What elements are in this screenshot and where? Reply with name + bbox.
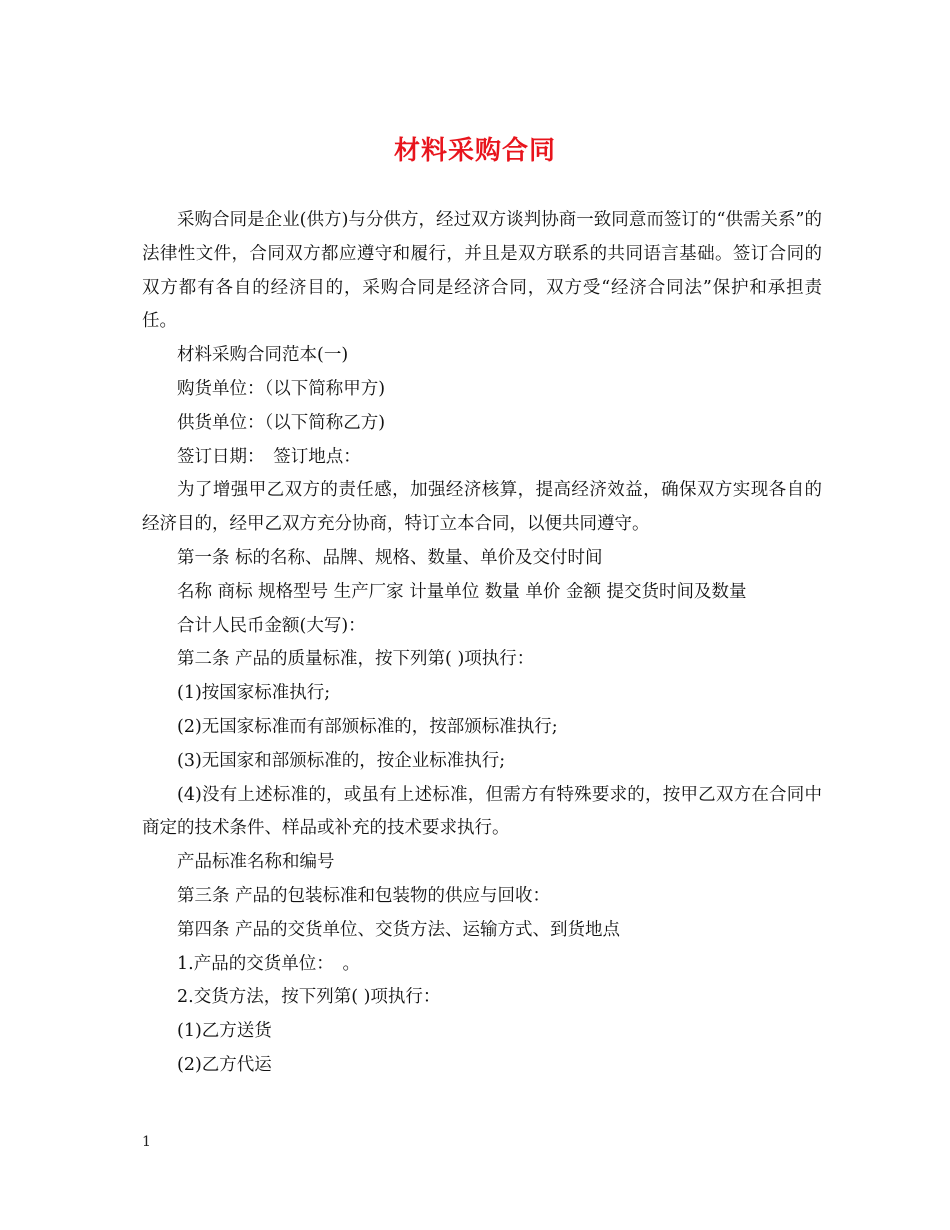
paragraph-table-columns: 名称 商标 规格型号 生产厂家 计量单位 数量 单价 金额 提交货时间及数量 <box>177 581 747 602</box>
paragraph-delivery-option-2: (2)乙方代运 <box>177 1054 272 1075</box>
document-title: 材料采购合同 <box>393 136 556 166</box>
paragraph-delivery-option-1: (1)乙方送货 <box>177 1021 272 1042</box>
paragraph-delivery-unit: 1.产品的交货单位： 。 <box>177 953 360 974</box>
page-number: 1 <box>142 1134 151 1150</box>
paragraph-delivery-method: 2.交货方法，按下列第( )项执行： <box>177 987 441 1008</box>
document-body <box>142 204 822 1083</box>
paragraph-article-2: 第二条 产品的质量标准，按下列第( )项执行： <box>177 649 535 670</box>
paragraph-standard-2: (2)无国家标准而有部颁标准的，按部颁标准执行; <box>177 716 558 737</box>
paragraph-intro: 采购合同是企业(供方)与分供方，经过双方谈判协商一致同意而签订的“供需关系”的法律性文件，合同双方都应遵守和履行，并且是双方联系的共同语言基础。签订合同的双方都有各自的经济目的，采购合同是经济合同，双方受“经济合同法”保护和承担责任。 <box>142 210 822 332</box>
paragraph-sign-date-place: 签订日期： 签订地点： <box>177 446 361 467</box>
paragraph-article-1: 第一条 标的名称、品牌、规格、数量、单价及交付时间 <box>177 547 603 568</box>
paragraph-standard-1: (1)按国家标准执行; <box>177 683 331 704</box>
paragraph-supplier: 供货单位：（以下简称乙方) <box>177 412 386 433</box>
paragraph-buyer: 购货单位：（以下简称甲方) <box>177 378 386 399</box>
paragraph-article-3: 第三条 产品的包装标准和包装物的供应与回收： <box>177 885 551 906</box>
paragraph-article-4: 第四条 产品的交货单位、交货方法、运输方式、到货地点 <box>177 919 621 940</box>
paragraph-standard-3: (3)无国家和部颁标准的，按企业标准执行; <box>177 750 506 771</box>
paragraph-total-amount: 合计人民币金额(大写)： <box>177 615 366 636</box>
paragraph-standard-name: 产品标准名称和编号 <box>177 852 335 873</box>
paragraph-standard-4: (4)没有上述标准的，或虽有上述标准，但需方有特殊要求的，按甲乙双方在合同中商定的技术条件、样品或补充的技术要求执行。 <box>142 784 822 839</box>
paragraph-purpose: 为了增强甲乙双方的责任感，加强经济核算，提高经济效益，确保双方实现各自的经济目的，经甲乙双方充分协商，特订立本合同，以便共同遵守。 <box>142 480 822 535</box>
paragraph-template-heading: 材料采购合同范本(一) <box>177 345 349 366</box>
